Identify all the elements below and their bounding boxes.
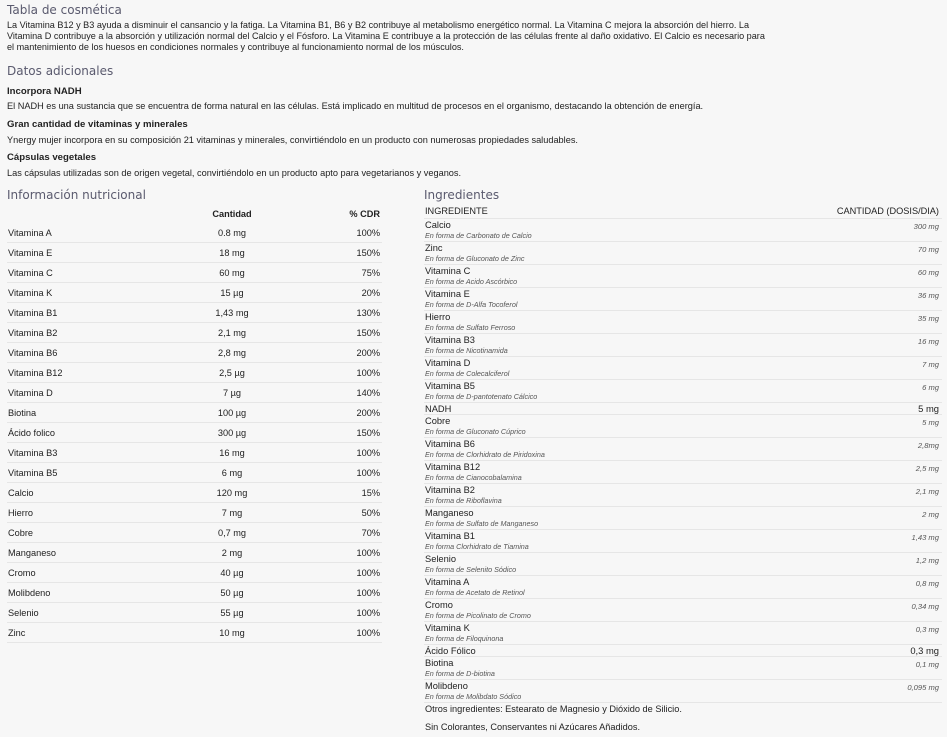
nutrient-amount: 50 µg <box>220 588 244 598</box>
other-ingredients: Otros ingredientes: Estearato de Magnesio y Dióxido de Silicio. <box>425 704 682 714</box>
nutrient-amount: 2,5 µg <box>219 368 245 378</box>
ingredient-form: En forma de Sulfato de Manganeso <box>425 519 539 528</box>
ingredient-name: Vitamina D <box>425 358 471 368</box>
nutrient-cdr: 130% <box>356 308 380 318</box>
nutrition-row <box>7 343 382 363</box>
ingredient-row <box>424 622 942 645</box>
ingredient-form: En forma de Riboflavina <box>425 496 502 505</box>
nutrient-cdr: 100% <box>356 548 380 558</box>
nutrient-cdr: 150% <box>356 428 380 438</box>
ingredient-name: Cobre <box>425 416 451 426</box>
nutrient-name: Vitamina B3 <box>8 448 58 458</box>
ingredient-amount: 6 mg <box>922 383 939 392</box>
ingredient-row <box>424 680 942 703</box>
ingredient-amount: 0,3 mg <box>915 625 939 634</box>
ingredient-row <box>424 657 942 680</box>
capsules-title: Cápsulas vegetales <box>7 152 97 163</box>
nutrient-cdr: 20% <box>361 288 380 298</box>
nutrient-cdr: 100% <box>356 468 380 478</box>
nutrition-title: Información nutricional <box>7 188 146 202</box>
ingredient-form: En forma de Gluconato Cúprico <box>425 427 526 436</box>
ingredient-form: En forma de D-biotina <box>425 669 495 678</box>
cosmetics-text: La Vitamina B12 y B3 ayuda a disminuir el cansancio y la fatiga. La Vitamina B1, B6 y B2 contribuye al metabolismo energético normal. La Vitamina C mejora la absorción del hierro. La Vitamina D contribuye a la absorción y utilización normal del Calcio y el Fósforo. La Vitamina E contribuye a la protección de las células frente al daño oxidativo. El Calcio es necesario para el mantenimiento de los huesos en condiciones normales y contribuye al funcionamiento normal de los músculos. <box>7 20 765 52</box>
ingredient-name: Ácido Fólico <box>425 646 476 656</box>
nutrition-table <box>7 205 382 643</box>
nutrient-name: Ácido folico <box>8 428 55 438</box>
vitamins-title: Gran cantidad de vitaminas y minerales <box>7 119 188 130</box>
ingredient-row <box>424 484 942 507</box>
nutrient-cdr: 70% <box>361 528 380 538</box>
nutrient-name: Calcio <box>8 488 34 498</box>
ingredient-form: En forma de Clorhidrato de Piridoxina <box>425 450 545 459</box>
nutrient-amount: 120 mg <box>216 488 248 498</box>
ingredient-name: Vitamina B5 <box>425 381 475 391</box>
nutrition-row <box>7 603 382 623</box>
nutrient-cdr: 200% <box>356 408 380 418</box>
ingredient-amount: 0,1 mg <box>915 660 939 669</box>
ingredient-name: Cromo <box>425 600 453 610</box>
ingredient-form: En forma de Acido Ascórbico <box>425 277 518 286</box>
nutrition-row <box>7 263 382 283</box>
ingredient-row <box>424 380 942 403</box>
free-of-note: Sin Colorantes, Conservantes ni Azúcares Añadidos. <box>425 722 641 732</box>
ingredient-amount: 2,1 mg <box>915 487 939 496</box>
ingredient-name: Vitamina E <box>425 289 470 299</box>
nutrient-amount: 2 mg <box>221 548 243 558</box>
capsules-text: Las cápsulas utilizadas son de origen vegetal, convirtiéndolo en un producto apto para vegetarianos y veganos. <box>7 168 462 178</box>
ingredient-name: Hierro <box>425 312 451 322</box>
nutrition-row <box>7 463 382 483</box>
ingredient-column-header: INGREDIENTE <box>425 206 488 216</box>
nutrient-cdr: 100% <box>356 368 380 378</box>
ingredient-row <box>424 645 942 657</box>
ingredient-amount: 300 mg <box>913 222 939 231</box>
ingredient-row <box>424 242 942 265</box>
cdr-column-header: % CDR <box>349 209 380 219</box>
ingredient-form: En forma de Filoquinona <box>425 634 504 643</box>
nutrition-row <box>7 243 382 263</box>
ingredient-amount: 35 mg <box>917 314 939 323</box>
ingredient-name: Calcio <box>425 220 451 230</box>
nutrient-name: Vitamina B5 <box>8 468 58 478</box>
nutrient-name: Zinc <box>8 628 26 638</box>
nutrient-cdr: 100% <box>356 448 380 458</box>
nutrient-amount: 16 mg <box>219 448 245 458</box>
ingredient-form: En forma de Cianocobalamina <box>425 473 522 482</box>
nutrient-cdr: 100% <box>356 608 380 618</box>
nutrient-amount: 0.8 mg <box>217 228 247 238</box>
nutrient-name: Vitamina E <box>8 248 53 258</box>
ingredient-row <box>424 403 942 415</box>
ingredient-amount: 36 mg <box>917 291 939 300</box>
nutrient-amount: 10 mg <box>219 628 245 638</box>
nutrient-cdr: 150% <box>356 248 380 258</box>
nutrient-name: Vitamina A <box>8 228 52 238</box>
nutrient-name: Vitamina B12 <box>8 368 63 378</box>
ingredient-name: Vitamina B2 <box>425 485 475 495</box>
nadh-text: El NADH es una sustancia que se encuentra de forma natural en las células. Está implicado en multitud de procesos en el organismo, destacando la obtención de energía. <box>7 101 704 111</box>
nutrition-row <box>7 403 382 423</box>
nutrient-cdr: 100% <box>356 588 380 598</box>
ingredient-row <box>424 461 942 484</box>
nutrient-amount: 40 µg <box>220 568 244 578</box>
ingredient-amount: 5 mg <box>918 403 939 414</box>
nutrient-name: Vitamina C <box>8 268 53 278</box>
nutrient-amount: 100 µg <box>217 408 247 418</box>
ingredients-table <box>424 205 942 703</box>
ingredient-name: Molibdeno <box>425 681 468 691</box>
nutrient-amount: 55 µg <box>220 608 244 618</box>
nutrient-name: Vitamina B2 <box>8 328 58 338</box>
nutrient-amount: 1,43 mg <box>215 308 249 318</box>
nutrition-row <box>7 303 382 323</box>
nutrition-row <box>7 223 382 243</box>
additional-title: Datos adicionales <box>7 64 114 78</box>
nutrient-amount: 15 µg <box>220 288 244 298</box>
nutrient-cdr: 150% <box>356 328 380 338</box>
ingredient-row <box>424 553 942 576</box>
amount-column-header: Cantidad <box>212 209 252 219</box>
nutrient-name: Selenio <box>8 608 39 618</box>
ingredient-amount: 2,5 mg <box>915 464 939 473</box>
nutrition-row <box>7 283 382 303</box>
nutrition-table-header <box>7 205 382 223</box>
nutrient-amount: 2,8 mg <box>217 348 247 358</box>
nutrient-name: Molibdeno <box>8 588 51 598</box>
nutrient-name: Vitamina D <box>8 388 53 398</box>
ingredient-name: Vitamina C <box>425 266 471 276</box>
ingredient-amount: 60 mg <box>917 268 939 277</box>
nutrient-amount: 7 µg <box>222 388 242 398</box>
nutrient-amount: 0,7 mg <box>217 528 247 538</box>
nutrition-row <box>7 443 382 463</box>
nutrient-name: Vitamina B1 <box>8 308 58 318</box>
nutrient-cdr: 140% <box>356 388 380 398</box>
ingredient-form: En forma de Nicotinamida <box>425 346 508 355</box>
ingredient-name: Vitamina B6 <box>425 439 475 449</box>
ingredients-title: Ingredientes <box>424 188 500 202</box>
nutrition-row <box>7 623 382 643</box>
nutrient-amount: 7 mg <box>221 508 243 518</box>
nutrient-cdr: 50% <box>361 508 380 518</box>
nutrient-cdr: 200% <box>356 348 380 358</box>
nutrition-row <box>7 543 382 563</box>
ingredient-name: Vitamina A <box>425 577 470 587</box>
ingredient-form: En forma de Picolinato de Cromo <box>425 611 531 620</box>
ingredient-amount: 7 mg <box>922 360 939 369</box>
ingredient-rows <box>424 219 942 703</box>
ingredient-name: Zinc <box>425 243 443 253</box>
nutrient-name: Biotina <box>8 408 37 418</box>
nadh-title: Incorpora NADH <box>7 86 82 97</box>
ingredient-form: En forma Clorhidrato de Tiamina <box>425 542 529 551</box>
nutrient-amount: 300 µg <box>217 428 247 438</box>
nutrient-amount: 6 mg <box>221 468 243 478</box>
nutrition-row <box>7 383 382 403</box>
nutrition-row <box>7 583 382 603</box>
ingredient-amount: 1,2 mg <box>915 556 939 565</box>
ingredient-row <box>424 357 942 380</box>
ingredient-form: En forma de Acetato de Retinol <box>425 588 525 597</box>
nutrient-cdr: 75% <box>361 268 380 278</box>
nutrient-cdr: 15% <box>361 488 380 498</box>
nutrition-row <box>7 483 382 503</box>
ingredient-amount: 0,3 mg <box>910 645 939 656</box>
ingredient-amount: 2,8mg <box>917 441 939 450</box>
ingredient-row <box>424 507 942 530</box>
dose-column-header: CANTIDAD (DOSIS/DIA) <box>836 206 939 216</box>
ingredient-row <box>424 530 942 553</box>
nutrient-name: Cromo <box>8 568 36 578</box>
nutrition-row <box>7 363 382 383</box>
ingredient-name: Vitamina K <box>425 623 470 633</box>
ingredient-amount: 0,8 mg <box>915 579 939 588</box>
ingredient-row <box>424 599 942 622</box>
nutrient-name: Vitamina K <box>8 288 53 298</box>
nutrient-name: Vitamina B6 <box>8 348 58 358</box>
nutrient-name: Hierro <box>8 508 34 518</box>
ingredient-name: Manganeso <box>425 508 474 518</box>
ingredient-name: Vitamina B12 <box>425 462 481 472</box>
nutrient-cdr: 100% <box>356 628 380 638</box>
cosmetics-title: Tabla de cosmética <box>7 3 122 17</box>
ingredient-form: En forma de Gluconato de Zinc <box>425 254 525 263</box>
ingredient-form: En forma de Sulfato Ferroso <box>425 323 516 332</box>
nutrition-row <box>7 523 382 543</box>
ingredient-amount: 0,095 mg <box>907 683 939 692</box>
nutrition-row <box>7 323 382 343</box>
ingredient-form: En forma de Selenito Sódico <box>425 565 517 574</box>
ingredient-row <box>424 219 942 242</box>
ingredient-row <box>424 334 942 357</box>
nutrient-amount: 60 mg <box>219 268 245 278</box>
ingredient-row <box>424 415 942 438</box>
ingredient-amount: 16 mg <box>917 337 939 346</box>
ingredient-amount: 0,34 mg <box>911 602 939 611</box>
nutrient-name: Manganeso <box>8 548 57 558</box>
ingredient-name: NADH <box>425 404 452 414</box>
ingredients-table-header <box>424 205 942 219</box>
ingredient-name: Vitamina B1 <box>425 531 475 541</box>
nutrition-row <box>7 503 382 523</box>
ingredient-name: Biotina <box>425 658 454 668</box>
ingredient-row <box>424 438 942 461</box>
nutrient-cdr: 100% <box>356 228 380 238</box>
ingredient-form: En forma de D-Alfa Tocoferol <box>425 300 518 309</box>
ingredient-row <box>424 576 942 599</box>
ingredient-name: Vitamina B3 <box>425 335 475 345</box>
ingredient-form: En forma de Molibdato Sódico <box>425 692 522 701</box>
nutrient-amount: 2,1 mg <box>217 328 247 338</box>
ingredient-amount: 1,43 mg <box>911 533 939 542</box>
nutrient-cdr: 100% <box>356 568 380 578</box>
ingredient-form: En forma de Carbonato de Calcio <box>425 231 532 240</box>
nutrition-row <box>7 423 382 443</box>
nutrient-name: Cobre <box>8 528 34 538</box>
ingredient-row <box>424 265 942 288</box>
ingredient-name: Selenio <box>425 554 457 564</box>
ingredient-amount: 2 mg <box>922 510 939 519</box>
nutrient-amount: 18 mg <box>219 248 245 258</box>
ingredient-amount: 5 mg <box>922 418 939 427</box>
vitamins-text: Ynergy mujer incorpora en su composición 21 vitaminas y minerales, convirtiéndolo en un producto con numerosas propiedades saludables. <box>7 135 578 145</box>
ingredient-form: En forma de Colecalciferol <box>425 369 510 378</box>
ingredient-row <box>424 288 942 311</box>
ingredient-amount: 70 mg <box>917 245 939 254</box>
nutrition-rows <box>7 223 382 643</box>
ingredient-form: En forma de D-pantotenato Cálcico <box>425 392 538 401</box>
nutrition-row <box>7 563 382 583</box>
ingredient-row <box>424 311 942 334</box>
